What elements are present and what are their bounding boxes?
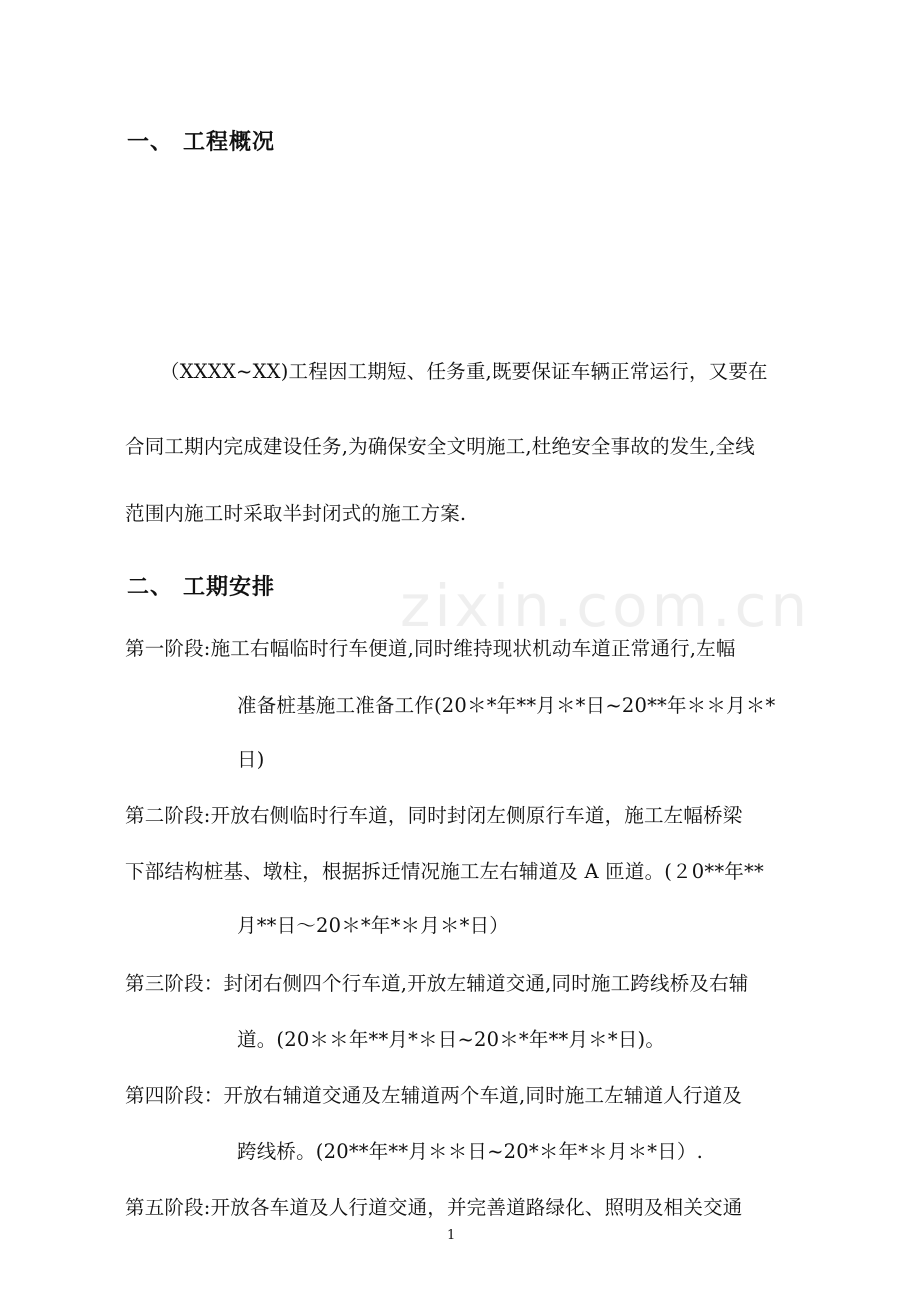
- section-heading-schedule: [127, 570, 275, 601]
- stage-1-line: 准备桩基施工准备工作(20＊*年**月＊*日~20**年＊＊月＊*: [237, 694, 776, 717]
- stage-3-line: 道。(20＊＊年**月*＊日~20＊*年**月＊*日)。: [237, 1028, 666, 1051]
- stage-4-line: 第四阶段：开放右辅道交通及左辅道两个车道,同时施工左辅道人行道及: [125, 1084, 743, 1107]
- stage-2-line: 第二阶段:开放右侧临时行车道，同时封闭左侧原行车道，施工左幅桥梁: [125, 804, 743, 827]
- paragraph-line: （XXXX~XX)工程因工期短、任务重,既要保证车辆正常运行，又要在: [160, 360, 768, 383]
- page-number: 1: [447, 1228, 456, 1243]
- stage-1-line: 第一阶段:施工右幅临时行车便道,同时维持现状机动车道正常通行,左幅: [125, 637, 736, 660]
- section-title: 工期安排: [183, 575, 276, 600]
- stage-4-line: 跨线桥。(20**年**月＊＊日~20*＊年*＊月＊*日）.: [237, 1140, 704, 1163]
- stage-1-line: 日): [237, 748, 265, 771]
- stage-5-line: 第五阶段:开放各车道及人行道交通，并完善道路绿化、照明及相关交通: [125, 1196, 743, 1219]
- section-number: 一、: [127, 130, 174, 155]
- stage-2-line: 月**日～20＊*年*＊月＊*日）: [237, 914, 509, 937]
- stage-3-line: 第三阶段：封闭右侧四个行车道,开放左辅道交通,同时施工跨线桥及右辅: [125, 972, 749, 995]
- paragraph-line: 范围内施工时采取半封闭式的施工方案.: [125, 502, 467, 525]
- watermark: zixin.com.cn: [400, 572, 812, 640]
- section-title: 工程概况: [183, 130, 276, 155]
- section-number: 二、: [127, 575, 174, 600]
- stage-2-line: 下部结构桩基、墩柱，根据拆迁情况施工左右辅道及 A 匝道。(２0**年**: [125, 860, 764, 883]
- paragraph-line: 合同工期内完成建设任务,为确保安全文明施工,杜绝安全事故的发生,全线: [125, 435, 755, 458]
- section-heading-overview: [127, 125, 275, 156]
